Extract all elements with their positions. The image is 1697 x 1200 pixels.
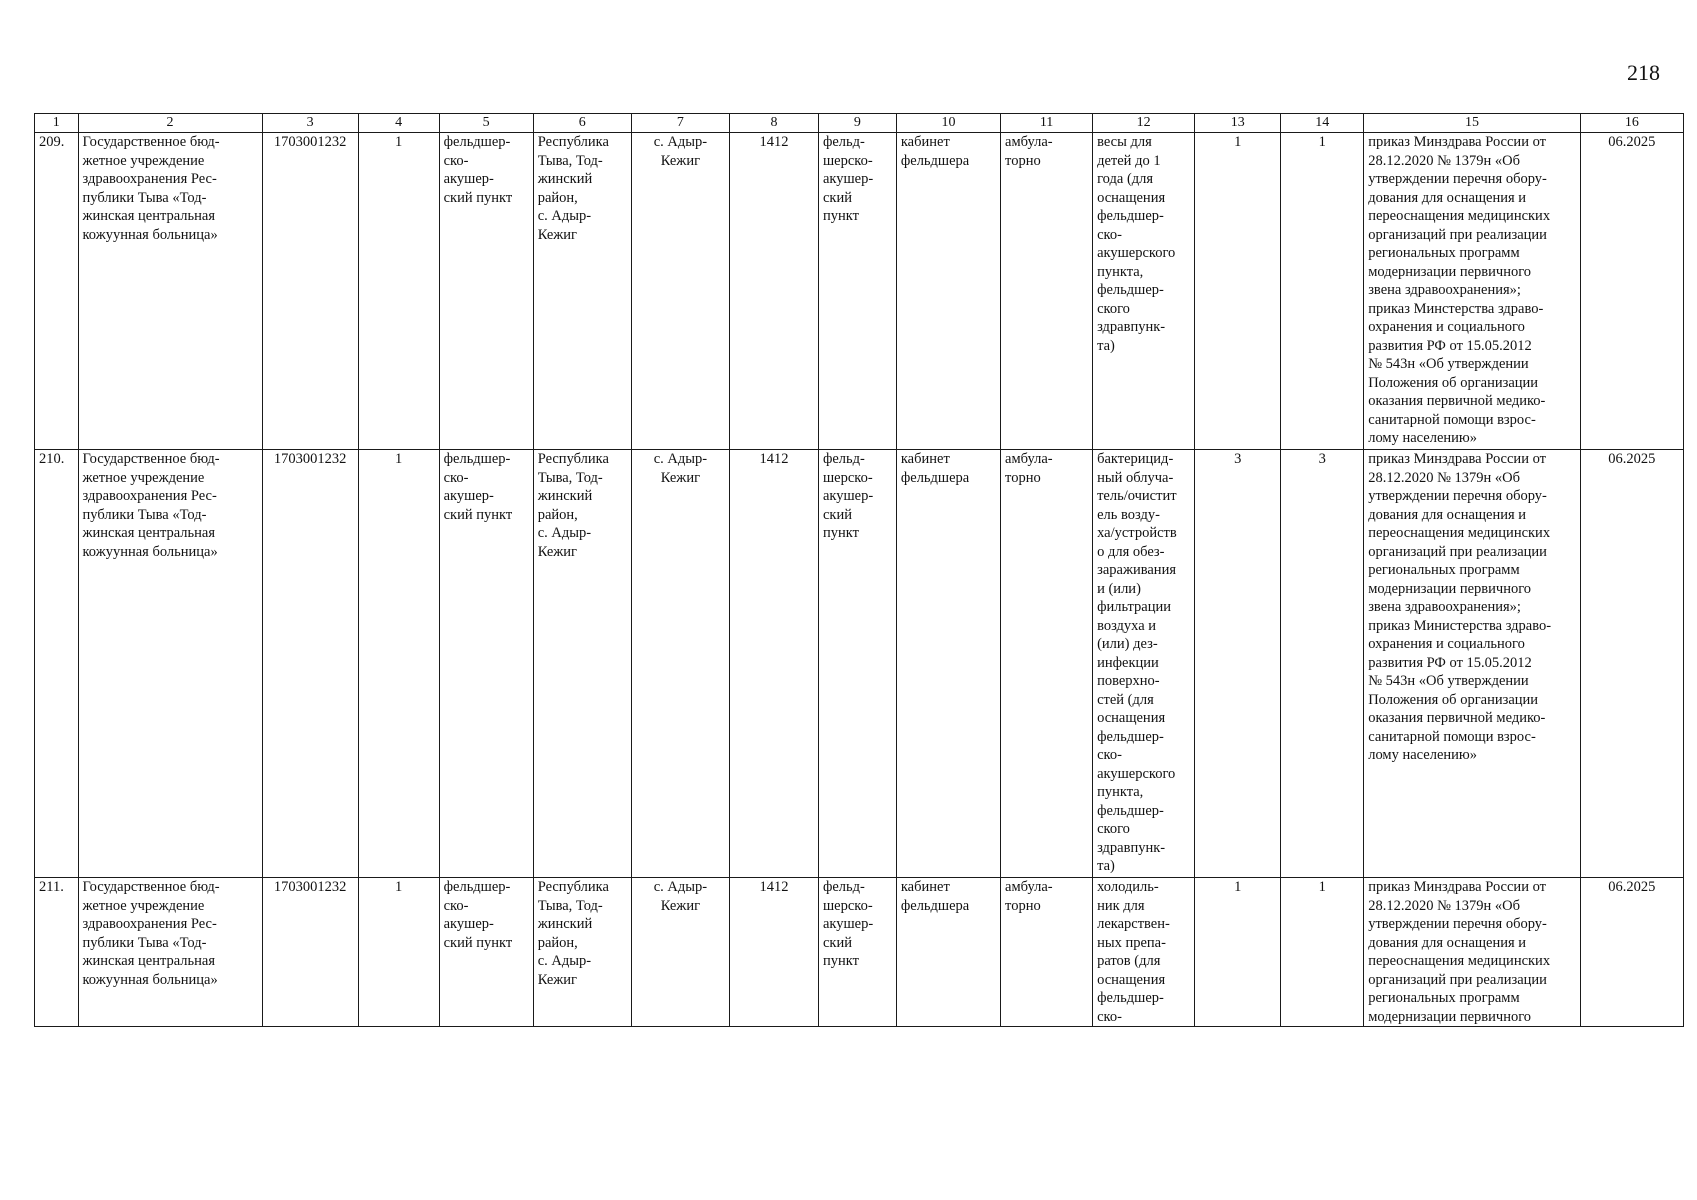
care-mode-cell: амбула- торно	[1001, 450, 1093, 878]
unit-cell: фельд- шерско- акушер- ский пункт	[818, 133, 896, 450]
table-row	[35, 878, 1684, 1027]
table-row	[35, 450, 1684, 878]
date-cell: 06.2025	[1580, 878, 1683, 1027]
inn-cell: 1703001232	[262, 133, 358, 450]
settlement-cell: с. Адыр- Кежиг	[631, 878, 729, 1027]
address-cell: Республика Тыва, Тод- жинский район, с. Адыр- Кежиг	[533, 133, 631, 450]
column-number-header-row	[35, 114, 1684, 133]
column-header: 16	[1580, 114, 1683, 133]
care-mode-cell: амбула- торно	[1001, 878, 1093, 1027]
unit-cell: фельд- шерско- акушер- ский пункт	[818, 878, 896, 1027]
code-cell: 1412	[729, 133, 818, 450]
column-header: 2	[78, 114, 262, 133]
column-header: 4	[358, 114, 439, 133]
quantity-cell: 1	[1195, 878, 1281, 1027]
address-cell: Республика Тыва, Тод- жинский район, с. Адыр- Кежиг	[533, 450, 631, 878]
legal-basis-cell: приказ Минздрава России от 28.12.2020 № 1379н «Об утверждении перечня обору- дования для оснащения и переоснащения медицинских организаций при реализации региональных программ модернизации первичного звена здравоохранения»; приказ Минстерства здраво- охранения и социального развития РФ от 15.05.2012 № 543н «Об утверждении Положения об организации оказания первичной медико- санитарной помощи взрос- лому населению»	[1364, 133, 1580, 450]
inn-cell: 1703001232	[262, 878, 358, 1027]
equipment-table	[34, 113, 1684, 1027]
organization-cell: Государственное бюд- жетное учреждение здравоохранения Рес- публики Тыва «Тод- жинская центральная кожуунная больница»	[78, 878, 262, 1027]
code-cell: 1412	[729, 450, 818, 878]
col4-cell: 1	[358, 450, 439, 878]
legal-basis-cell: приказ Минздрава России от 28.12.2020 № 1379н «Об утверждении перечня обору- дования для оснащения и переоснащения медицинских организаций при реализации региональных программ модернизации первичного звена здравоохранения»; приказ Министерства здраво- охранения и социального развития РФ от 15.05.2012 № 543н «Об утверждении Положения об организации оказания первичной медико- санитарной помощи взрос- лому населению»	[1364, 450, 1580, 878]
column-header: 11	[1001, 114, 1093, 133]
inn-cell: 1703001232	[262, 450, 358, 878]
equipment-cell: холодиль- ник для лекарствен- ных препа- ратов (для оснащения фельдшер- ско-	[1093, 878, 1195, 1027]
room-cell: кабинет фельдшера	[896, 878, 1000, 1027]
facility-type-cell: фельдшер- ско- акушер- ский пункт	[439, 878, 533, 1027]
settlement-cell: с. Адыр- Кежиг	[631, 133, 729, 450]
settlement-cell: с. Адыр- Кежиг	[631, 450, 729, 878]
row-number-cell: 209.	[35, 133, 79, 450]
column-header: 1	[35, 114, 79, 133]
date-cell: 06.2025	[1580, 450, 1683, 878]
row-number-cell: 211.	[35, 878, 79, 1027]
page-number: 218	[1627, 60, 1660, 85]
date-cell: 06.2025	[1580, 133, 1683, 450]
quantity-cell: 1	[1195, 133, 1281, 450]
quantity-cell: 1	[1281, 878, 1364, 1027]
equipment-cell: бактерицид- ный облуча- тель/очистит ель возду- ха/устройств о для обез- зараживания и (или) фильтрации воздуха и (или) дез- инфекции поверхно- стей (для оснащения фельдшер- ско- акушерского пункта, фельдшер- ского здравпунк- та)	[1093, 450, 1195, 878]
organization-cell: Государственное бюд- жетное учреждение здравоохранения Рес- публики Тыва «Тод- жинская центральная кожуунная больница»	[78, 450, 262, 878]
equipment-cell: весы для детей до 1 года (для оснащения фельдшер- ско- акушерского пункта, фельдшер- ского здравпунк- та)	[1093, 133, 1195, 450]
address-cell: Республика Тыва, Тод- жинский район, с. Адыр- Кежиг	[533, 878, 631, 1027]
column-header: 6	[533, 114, 631, 133]
room-cell: кабинет фельдшера	[896, 450, 1000, 878]
care-mode-cell: амбула- торно	[1001, 133, 1093, 450]
column-header: 15	[1364, 114, 1580, 133]
column-header: 10	[896, 114, 1000, 133]
facility-type-cell: фельдшер- ско- акушер- ский пункт	[439, 133, 533, 450]
column-header: 9	[818, 114, 896, 133]
col4-cell: 1	[358, 133, 439, 450]
code-cell: 1412	[729, 878, 818, 1027]
quantity-cell: 3	[1281, 450, 1364, 878]
facility-type-cell: фельдшер- ско- акушер- ский пункт	[439, 450, 533, 878]
quantity-cell: 1	[1281, 133, 1364, 450]
legal-basis-cell: приказ Минздрава России от 28.12.2020 № 1379н «Об утверждении перечня обору- дования для оснащения и переоснащения медицинских организаций при реализации региональных программ модернизации первичного	[1364, 878, 1580, 1027]
column-header: 14	[1281, 114, 1364, 133]
row-number-cell: 210.	[35, 450, 79, 878]
column-header: 7	[631, 114, 729, 133]
column-header: 3	[262, 114, 358, 133]
quantity-cell: 3	[1195, 450, 1281, 878]
column-header: 13	[1195, 114, 1281, 133]
column-header: 5	[439, 114, 533, 133]
column-header: 8	[729, 114, 818, 133]
organization-cell: Государственное бюд- жетное учреждение здравоохранения Рес- публики Тыва «Тод- жинская центральная кожуунная больница»	[78, 133, 262, 450]
column-header: 12	[1093, 114, 1195, 133]
unit-cell: фельд- шерско- акушер- ский пункт	[818, 450, 896, 878]
room-cell: кабинет фельдшера	[896, 133, 1000, 450]
table-row	[35, 133, 1684, 450]
col4-cell: 1	[358, 878, 439, 1027]
